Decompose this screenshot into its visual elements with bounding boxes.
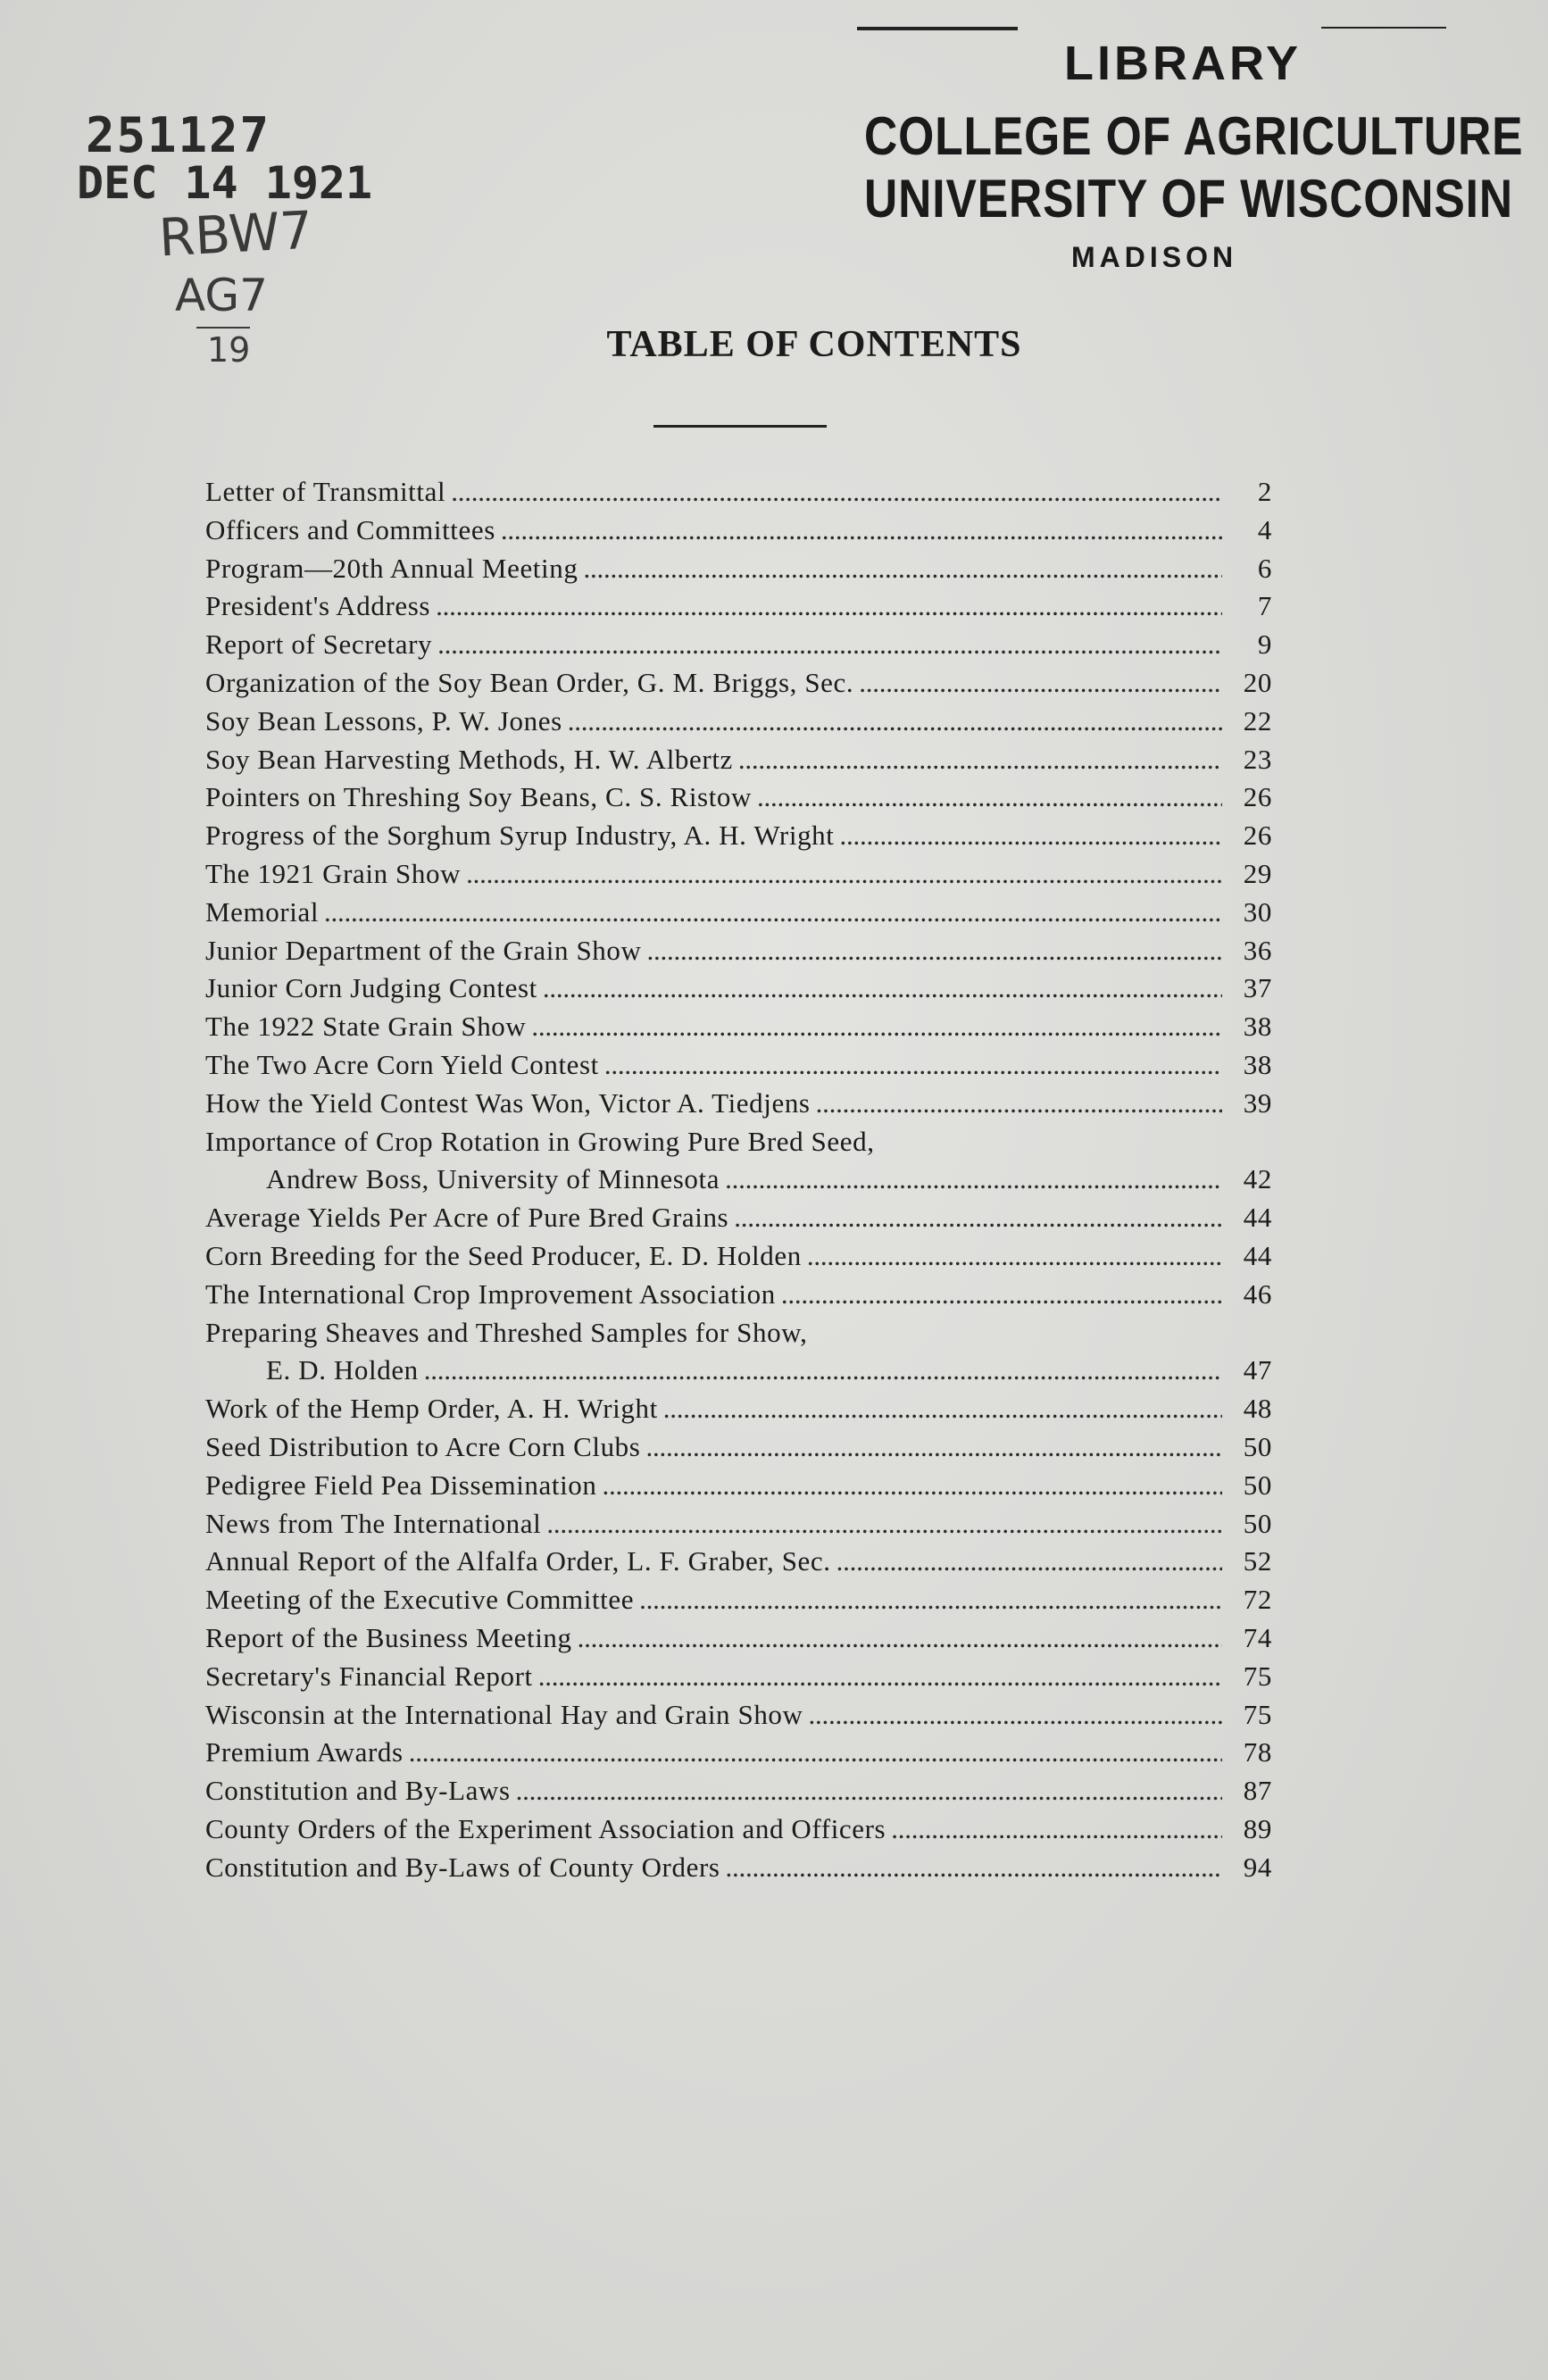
toc-row	[205, 1199, 1272, 1237]
toc-entry-continuation: E. D. Holden	[266, 1354, 419, 1386]
dot-leader	[424, 1352, 1222, 1390]
page-title: TABLE OF CONTENTS	[606, 324, 1022, 365]
toc-page-number: 48	[1243, 1393, 1272, 1425]
toc-row	[205, 473, 1272, 512]
dot-leader	[757, 778, 1222, 817]
dot-leader	[538, 1658, 1222, 1696]
toc-row	[205, 703, 1272, 741]
toc-entry-title: Memorial	[205, 895, 320, 928]
dot-leader	[726, 1849, 1222, 1887]
toc-entry-title: Seed Distribution to Acre Corn Clubs	[205, 1430, 641, 1462]
toc-row	[205, 1046, 1272, 1085]
toc-entry-title: Average Yields Per Acre of Pure Bred Grains	[205, 1202, 729, 1234]
toc-entry	[205, 1696, 1272, 1735]
toc-page-number: 7	[1257, 590, 1272, 622]
toc-entry	[205, 1390, 1272, 1428]
toc-row	[205, 1428, 1272, 1467]
toc-entry	[205, 1658, 1272, 1696]
contents-list	[205, 473, 1272, 1886]
toc-row	[205, 1734, 1272, 1772]
toc-entry	[205, 1428, 1272, 1467]
toc-row	[205, 1008, 1272, 1046]
dot-leader	[543, 969, 1222, 1008]
dot-leader	[734, 1199, 1222, 1237]
toc-row	[205, 587, 1272, 626]
dot-leader	[583, 550, 1222, 588]
dot-leader	[436, 587, 1222, 626]
dot-leader	[603, 1467, 1223, 1505]
toc-page-number: 6	[1257, 552, 1272, 584]
toc-entry	[205, 664, 1272, 703]
toc-page-number: 47	[1243, 1354, 1272, 1386]
toc-page-number: 23	[1243, 743, 1272, 775]
dot-leader	[781, 1276, 1222, 1314]
stamp-rule-left	[857, 27, 1018, 30]
toc-entry	[205, 969, 1272, 1008]
toc-entry-title: Annual Report of the Alfalfa Order, L. F. Graber, Sec.	[205, 1545, 831, 1577]
toc-row	[205, 1352, 1272, 1390]
stamp-college: COLLEGE OF AGRICULTURE	[864, 106, 1524, 166]
toc-row	[205, 1085, 1272, 1123]
dot-leader	[663, 1390, 1222, 1428]
toc-entry	[205, 587, 1272, 626]
toc-page-number: 89	[1243, 1812, 1272, 1844]
toc-entry-title: Junior Corn Judging Contest	[205, 972, 537, 1004]
toc-row	[205, 1849, 1272, 1887]
toc-row	[205, 778, 1272, 817]
dot-leader	[738, 741, 1222, 779]
toc-row	[205, 894, 1272, 932]
toc-entry-title: Report of the Business Meeting	[205, 1621, 572, 1653]
dot-leader	[546, 1505, 1222, 1544]
toc-page-number: 20	[1243, 666, 1272, 698]
toc-page-number: 44	[1243, 1239, 1272, 1271]
toc-entry-title: Corn Breeding for the Seed Producer, E. D. Holden	[205, 1239, 802, 1271]
toc-row	[205, 550, 1272, 588]
toc-entry	[205, 741, 1272, 779]
toc-entry-title: Progress of the Sorghum Syrup Industry, A. H. Wright	[205, 820, 835, 852]
toc-entry-title: Junior Department of the Grain Show	[205, 934, 642, 966]
toc-entry-title: News from The International	[205, 1507, 542, 1539]
dot-leader	[466, 855, 1222, 894]
toc-page-number: 4	[1257, 513, 1272, 545]
dot-leader	[836, 1543, 1222, 1581]
toc-entry-title: Officers and Committees	[205, 513, 495, 545]
toc-page-number: 36	[1243, 934, 1272, 966]
toc-entry-title: President's Address	[205, 590, 431, 622]
toc-entry-title: Work of the Hemp Order, A. H. Wright	[205, 1393, 658, 1425]
toc-page-number: 30	[1243, 895, 1272, 928]
toc-row	[205, 664, 1272, 703]
accession-date: DEC 14 1921	[77, 157, 373, 209]
toc-entry-continuation: Andrew Boss, University of Minnesota	[266, 1163, 720, 1195]
toc-entry	[205, 855, 1272, 894]
toc-row	[205, 932, 1272, 970]
stamp-university: UNIVERSITY OF WISCONSIN	[864, 169, 1513, 229]
toc-page-number: 50	[1243, 1469, 1272, 1501]
toc-entry	[205, 1085, 1272, 1123]
toc-row	[205, 1772, 1272, 1810]
toc-entry	[205, 512, 1272, 550]
toc-page-number: 38	[1243, 1011, 1272, 1043]
dot-leader	[839, 817, 1222, 855]
call-mark-1: RBW7	[157, 199, 314, 269]
stamp-library: LIBRARY	[1064, 37, 1302, 90]
toc-entry	[205, 1810, 1272, 1849]
toc-page-number: 87	[1243, 1775, 1272, 1807]
toc-page-number: 78	[1243, 1736, 1272, 1768]
dot-leader	[531, 1008, 1222, 1046]
toc-entry	[205, 1772, 1272, 1810]
toc-entry	[205, 1046, 1272, 1085]
toc-row	[205, 1237, 1272, 1276]
dot-leader	[859, 664, 1222, 703]
toc-page-number: 42	[1243, 1163, 1272, 1195]
toc-row	[205, 1543, 1272, 1581]
toc-entry-title: Soy Bean Harvesting Methods, H. W. Albertz	[205, 743, 733, 775]
toc-entry	[205, 1008, 1272, 1046]
toc-page-number: 94	[1243, 1851, 1272, 1883]
dot-leader	[639, 1581, 1222, 1619]
dot-leader	[451, 473, 1222, 512]
toc-entry	[205, 1505, 1272, 1544]
toc-entry	[205, 550, 1272, 588]
toc-entry-title: Report of Secretary	[205, 628, 433, 661]
toc-entry-title: The 1922 State Grain Show	[205, 1011, 527, 1043]
toc-entry-title: Letter of Transmittal	[205, 476, 446, 507]
toc-page-number: 44	[1243, 1202, 1272, 1234]
toc-entry-title: Organization of the Soy Bean Order, G. M. Briggs, Sec.	[205, 666, 854, 698]
toc-page-number: 50	[1243, 1507, 1272, 1539]
dot-leader	[891, 1810, 1222, 1849]
dot-leader	[501, 512, 1222, 550]
toc-row	[205, 1696, 1272, 1735]
toc-entry-title: Preparing Sheaves and Threshed Samples for Show,	[205, 1316, 808, 1348]
toc-page-number: 75	[1243, 1660, 1272, 1692]
toc-page-number: 46	[1243, 1277, 1272, 1310]
dot-leader	[324, 894, 1222, 932]
toc-entry	[205, 1619, 1272, 1658]
dot-leader	[578, 1619, 1222, 1658]
toc-page-number: 26	[1243, 820, 1272, 852]
toc-entry	[205, 1467, 1272, 1505]
toc-page-number: 50	[1243, 1430, 1272, 1462]
toc-entry-title: Importance of Crop Rotation in Growing Pure Bred Seed,	[205, 1125, 875, 1157]
toc-entry-title: County Orders of the Experiment Association and Officers	[205, 1812, 886, 1844]
title-divider	[653, 425, 827, 428]
toc-row	[205, 969, 1272, 1008]
toc-row	[205, 1276, 1272, 1314]
toc-entry-title: The International Crop Improvement Association	[205, 1277, 776, 1310]
toc-page-number: 39	[1243, 1086, 1272, 1119]
toc-entry-title: The 1921 Grain Show	[205, 857, 462, 889]
toc-entry	[205, 1237, 1272, 1276]
toc-row	[205, 1161, 1272, 1199]
toc-row	[205, 741, 1272, 779]
toc-row	[205, 626, 1272, 664]
toc-row	[205, 855, 1272, 894]
toc-entry-title: Premium Awards	[205, 1736, 404, 1768]
toc-entry	[205, 1543, 1272, 1581]
toc-entry-title: Constitution and By-Laws	[205, 1775, 511, 1807]
stamp-city: MADISON	[1071, 241, 1238, 273]
dot-leader	[409, 1734, 1222, 1772]
toc-entry-title: Meeting of the Executive Committee	[205, 1584, 635, 1616]
toc-page-number: 26	[1243, 781, 1272, 813]
toc-entry-title: Soy Bean Lessons, P. W. Jones	[205, 704, 562, 736]
toc-page-number: 29	[1243, 857, 1272, 889]
toc-entry	[205, 817, 1272, 855]
toc-page-number: 38	[1243, 1048, 1272, 1080]
toc-entry-title: The Two Acre Corn Yield Contest	[205, 1048, 599, 1080]
toc-page-number: 75	[1243, 1698, 1272, 1730]
toc-row	[205, 1810, 1272, 1849]
toc-entry	[205, 1734, 1272, 1772]
toc-page-number: 22	[1243, 704, 1272, 736]
toc-entry	[205, 1581, 1272, 1619]
toc-page-number: 74	[1243, 1621, 1272, 1653]
toc-entry-title: Pointers on Threshing Soy Beans, C. S. Ristow	[205, 781, 753, 813]
toc-page-number: 37	[1243, 972, 1272, 1004]
toc-entry	[205, 778, 1272, 817]
toc-page-number: 9	[1257, 628, 1272, 661]
dot-leader	[646, 932, 1222, 970]
dot-leader	[807, 1237, 1222, 1276]
dot-leader	[645, 1428, 1222, 1467]
dot-leader	[816, 1085, 1222, 1123]
toc-row	[205, 1467, 1272, 1505]
dot-leader	[568, 703, 1222, 741]
toc-row	[205, 1581, 1272, 1619]
toc-entry	[205, 1123, 1272, 1200]
toc-row	[205, 817, 1272, 855]
toc-row	[205, 1390, 1272, 1428]
accession-number: 251127	[86, 107, 271, 163]
toc-entry	[205, 894, 1272, 932]
toc-entry	[205, 1199, 1272, 1237]
toc-row	[205, 1505, 1272, 1544]
toc-entry	[205, 626, 1272, 664]
toc-entry-title: Constitution and By-Laws of County Orders	[205, 1851, 720, 1883]
toc-row	[205, 1619, 1272, 1658]
toc-entry	[205, 1314, 1272, 1391]
stamp-rule-right	[1321, 27, 1446, 29]
toc-entry-title: Program—20th Annual Meeting	[205, 552, 578, 584]
dot-leader	[725, 1161, 1222, 1199]
toc-entry	[205, 1849, 1272, 1887]
toc-entry-title: Pedigree Field Pea Dissemination	[205, 1469, 597, 1501]
dot-leader	[604, 1046, 1222, 1085]
call-mark-2: AG7	[175, 270, 268, 321]
toc-entry	[205, 1276, 1272, 1314]
dot-leader	[809, 1696, 1222, 1735]
toc-entry-title: Wisconsin at the International Hay and Grain Show	[205, 1698, 803, 1730]
toc-entry	[205, 932, 1272, 970]
call-mark-3: 19	[207, 330, 251, 370]
dot-leader	[516, 1772, 1222, 1810]
toc-page-number: 52	[1243, 1545, 1272, 1577]
toc-entry-title: How the Yield Contest Was Won, Victor A. Tiedjens	[205, 1086, 811, 1119]
toc-entry	[205, 703, 1272, 741]
dot-leader	[437, 626, 1222, 664]
toc-entry-title: Secretary's Financial Report	[205, 1660, 533, 1692]
toc-row	[205, 1658, 1272, 1696]
toc-row	[205, 512, 1272, 550]
toc-page-number: 2	[1257, 476, 1272, 507]
toc-entry	[205, 473, 1272, 512]
toc-page-number: 72	[1243, 1584, 1272, 1616]
